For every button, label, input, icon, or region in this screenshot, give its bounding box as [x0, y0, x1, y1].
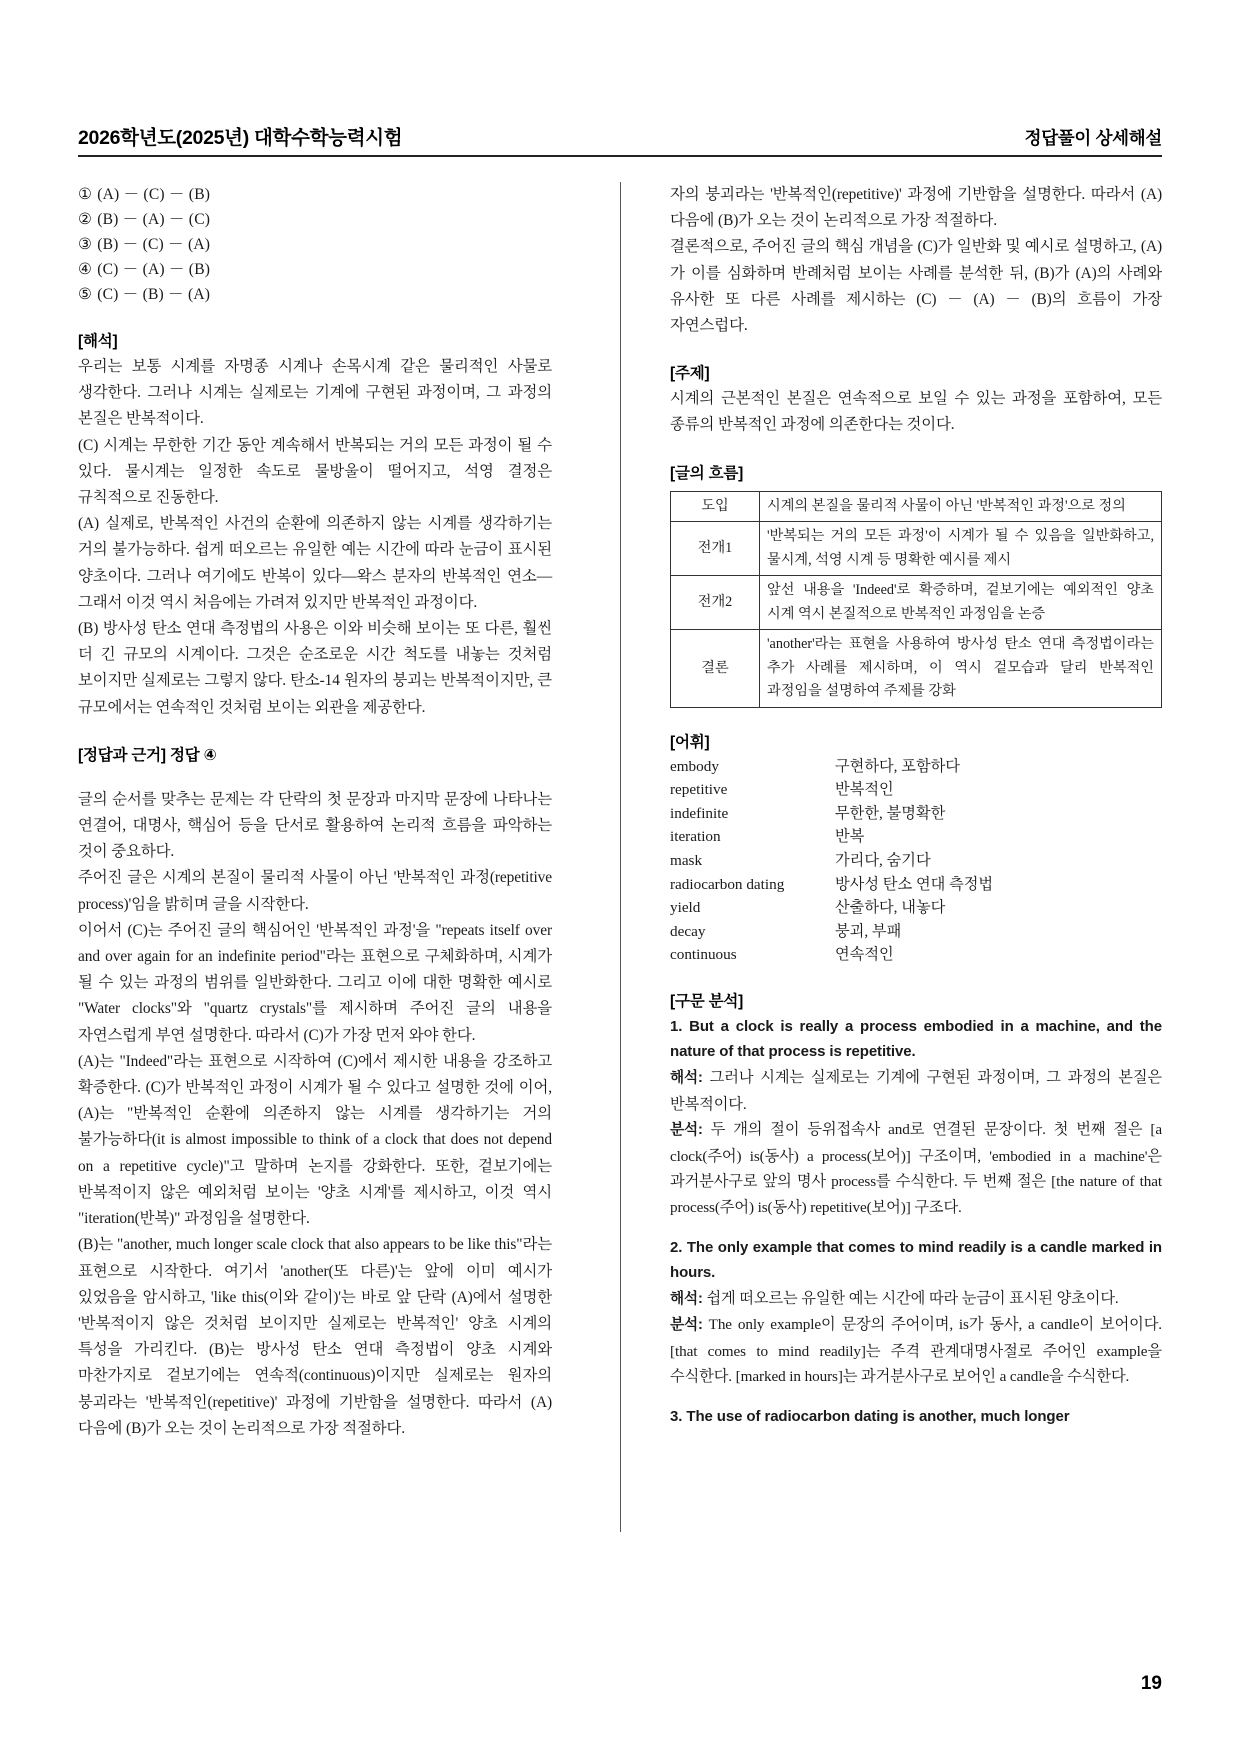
vocab-term: iteration: [670, 828, 721, 846]
vocab-term: repetitive: [670, 781, 728, 799]
choice-text: (B) － (A) － (C): [97, 211, 211, 228]
vocabulary-heading: [어휘]: [670, 733, 710, 751]
choice-number: ①: [78, 186, 93, 203]
vocab-meaning: 반복적인: [835, 781, 894, 799]
choice-1: [78, 182, 552, 207]
answer-paragraph: 이어서 (C)는 주어진 글의 핵심어인 '반복적인 과정'을 "repeats itself over and over again for an indefinite period"라는 표현으로 구체화하며, 시계가 될 수 있는 과정의 범위를 일반화한다. 그리고 이에 대한 명확한 예시로 "Water clocks"와 "quartz crystals"를 제시하며 주어진 글의 내용을 자연스럽게 부연 설명한다. 따라서 (C)가 가장 먼저 와야 한다.: [78, 921, 552, 1044]
syntax-item-3: [670, 1404, 1162, 1430]
flow-table: [670, 491, 1162, 708]
table-row: [671, 576, 1162, 630]
flow-description: 'another'라는 표현을 사용하여 방사성 탄소 연대 측정법이라는 추가 사례를 제시하며, 이 역시 겉모습과 달리 반복적인 과정임을 설명하여 주제를 강화: [760, 630, 1162, 708]
choice-4: [78, 257, 552, 282]
syntax-analysis-label: 분석:: [670, 1317, 703, 1334]
table-row: [671, 630, 1162, 708]
choice-text: (A) － (C) － (B): [97, 186, 211, 203]
choice-number: ③: [78, 236, 93, 253]
vocab-term: indefinite: [670, 804, 729, 822]
column-divider: [620, 182, 621, 1532]
left-column: [78, 182, 570, 1552]
choice-5: [78, 282, 552, 307]
vocab-meaning: 연속적인: [835, 946, 894, 964]
list-item: [670, 849, 1162, 873]
answer-heading: [정답과 근거] 정답 ④: [78, 746, 217, 764]
theme-heading: [주제]: [670, 365, 710, 383]
list-item: [670, 920, 1162, 944]
syntax-heading: [구문 분석]: [670, 992, 744, 1010]
syntax-sentence: 2. The only example that comes to mind readily is a candle marked in hours.: [670, 1238, 1162, 1282]
flow-stage: 전개2: [671, 576, 760, 630]
vocab-meaning: 무한한, 불명확한: [835, 804, 946, 822]
page-header: [78, 122, 1162, 150]
choice-3: [78, 232, 552, 257]
answer-paragraph: 결론적으로, 주어진 글의 핵심 개념을 (C)가 일반화 및 예시로 설명하고, (A)가 이를 심화하며 반례처럼 보이는 사례를 분석한 뒤, (B)가 (A)의 사례와 유사한 또 다른 사례를 제시하는 (C) － (A) － (B)의 흐름이 가장 자연스럽다.: [670, 238, 1162, 335]
syntax-interp-label: 해석:: [670, 1290, 703, 1307]
syntax-interpretation: [670, 1065, 1162, 1117]
header-divider: [78, 155, 1162, 157]
table-row: [671, 491, 1162, 522]
answer-paragraph: 글의 순서를 맞추는 문제는 각 단락의 첫 문장과 마지막 문장에 나타나는 연결어, 대명사, 핵심어 등을 단서로 활용하여 논리적 흐름을 파악하는 것이 중요하다.: [78, 790, 552, 861]
answer-choices: [78, 182, 552, 307]
answer-paragraph: (B)는 "another, much longer scale clock that also appears to be like this"라는 표현으로 시작한다. 여기서 'another(또 다른)'는 앞에 이미 예시가 있었음을 암시하고, 'like this(이와 같이)'는 바로 앞 단락 (A)에서 설명한 '반복적이지 않은 것처럼 보이지만 실제로는 반복적인' 양초 시계의 특성을 가리킨다. (B)는 방사성 탄소 연대 측정법이 양초 시계와 마찬가지로 겉보기에는 연속적(continuous)이지만 실제로는 원자의 붕괴라는 '반복적인(repetitive)' 과정에 기반함을 설명한다. 따라서 (A) 다음에 (B)가 오는 것이 논리적으로 가장 적절하다.: [78, 1236, 552, 1437]
flow-description: '반복되는 거의 모든 과정'이 시계가 될 수 있음을 일반화하고, 물시계, 석영 시계 등 명확한 예시를 제시: [760, 522, 1162, 576]
syntax-analysis: [670, 1117, 1162, 1220]
vocab-term: radiocarbon dating: [670, 875, 785, 893]
flow-stage: 결론: [671, 630, 760, 708]
choice-number: ④: [78, 261, 93, 278]
list-item: [670, 825, 1162, 849]
table-row: [671, 522, 1162, 576]
syntax-interp-text: 그러나 시계는 실제로는 기계에 구현된 과정이며, 그 과정의 본질은 반복적이다.: [670, 1068, 1162, 1113]
page-number: 19: [1140, 1673, 1162, 1694]
syntax-analysis: [670, 1312, 1162, 1390]
theme-text: 시계의 근본적인 본질은 연속적으로 보일 수 있는 과정을 포함하여, 모든 종류의 반복적인 과정에 의존한다는 것이다.: [670, 390, 1162, 434]
choice-2: [78, 207, 552, 232]
vocab-term: continuous: [670, 946, 737, 964]
choice-number: ⑤: [78, 286, 93, 303]
answer-paragraph: 주어진 글은 시계의 본질이 물리적 사물이 아닌 '반복적인 과정(repetitive process)'임을 밝히며 글을 시작한다.: [78, 869, 552, 913]
right-column: [670, 182, 1162, 1552]
syntax-sentence: 1. But a clock is really a process embodied in a machine, and the nature of that process is repetitive.: [670, 1017, 1162, 1061]
interpretation-heading: [해석]: [78, 333, 118, 350]
choice-number: ②: [78, 211, 93, 228]
interpretation-paragraph: (A) 실제로, 반복적인 사건의 순환에 의존하지 않는 시계를 생각하기는 거의 불가능하다. 쉽게 떠오르는 유일한 예는 시간에 따라 눈금이 표시된 양초이다. 그러나 여기에도 반복이 있다—왁스 분자의 반복적인 연소—그래서 이것 역시 처음에는 가려져 있지만 반복적인 과정이다.: [78, 515, 552, 611]
flow-description: 시계의 본질을 물리적 사물이 아닌 '반복적인 과정'으로 정의: [760, 491, 1162, 522]
list-item: [670, 943, 1162, 967]
answer-paragraph: (A)는 "Indeed"라는 표현으로 시작하여 (C)에서 제시한 내용을 강조하고 확증한다. (C)가 반복적인 과정이 시계가 될 수 있다고 설명한 것에 이어, (A)는 "반복적인 순환에 의존하지 않는 시계를 생각하기는 거의 불가능하다(it is almost impossible to think of a clock that does not depend on a repetitive cycle)"고 말하며 논지를 강화한다. 또한, 겉보기에는 반복적이지 않은 예외처럼 보이는 '양초 시계'를 제시하고, 이것 역시 "iteration(반복)" 과정임을 설명한다.: [78, 1052, 552, 1228]
choice-text: (C) － (A) － (B): [97, 261, 211, 278]
flow-stage: 도입: [671, 491, 760, 522]
list-item: [670, 755, 1162, 779]
syntax-interp-text: 쉽게 떠오르는 유일한 예는 시간에 따라 눈금이 표시된 양초이다.: [706, 1289, 1119, 1307]
two-column-body: [78, 182, 1162, 1552]
syntax-sentence: 3. The use of radiocarbon dating is another, much longer: [670, 1407, 1070, 1425]
interpretation-paragraph: 우리는 보통 시계를 자명종 시계나 손목시계 같은 물리적인 사물로 생각한다. 그러나 시계는 실제로는 기계에 구현된 과정이며, 그 과정의 본질은 반복적이다.: [78, 358, 552, 428]
syntax-interpretation: [670, 1286, 1162, 1313]
vocab-meaning: 산출하다, 내놓다: [835, 899, 946, 917]
vocabulary-list: [670, 755, 1162, 967]
syntax-analysis-text: 두 개의 절이 등위접속사 and로 연결된 문장이다. 첫 번째 절은 [a clock(주어) is(동사) a process(보어)] 구조이며, 'embodied in a machine'은 과거분사구로 앞의 명사 process를 수식한다. 두 번째 절은 [the nature of that process(주어) is(동사) repetitive(보어)] 구조다.: [670, 1121, 1163, 1216]
choice-text: (C) － (B) － (A): [97, 286, 211, 303]
vocab-meaning: 붕괴, 부패: [835, 922, 902, 940]
exam-title: 2026학년도(2025년) 대학수학능력시험: [78, 127, 403, 149]
column-gutter: [570, 182, 670, 1552]
interpretation-paragraph: (B) 방사성 탄소 연대 측정법의 사용은 이와 비슷해 보이는 또 다른, 훨씬 더 긴 규모의 시계이다. 그것은 순조로운 시간 척도를 내놓는 것처럼 보이지만 실제로는 그렇지 않다. 탄소-14 원자의 붕괴는 반복적이지만, 큰 규모에서는 연속적인 것처럼 보이는 외관을 제공한다.: [78, 620, 552, 716]
list-item: [670, 873, 1162, 897]
interpretation-paragraph: (C) 시계는 무한한 기간 동안 계속해서 반복되는 거의 모든 과정이 될 수 있다. 물시계는 일정한 속도로 물방울이 떨어지고, 석영 결정은 규칙적으로 진동한다.: [78, 436, 552, 507]
syntax-interp-label: 해석:: [670, 1069, 703, 1086]
syntax-item-1: [670, 1014, 1162, 1221]
vocab-term: mask: [670, 852, 703, 869]
answer-paragraph-continued: 자의 붕괴라는 '반복적인(repetitive)' 과정에 기반함을 설명한다. 따라서 (A) 다음에 (B)가 오는 것이 논리적으로 가장 적절하다.: [670, 186, 1162, 230]
flow-description: 앞선 내용을 'Indeed'로 확증하며, 겉보기에는 예외적인 양초 시계 역시 본질적으로 반복적인 과정임을 논증: [760, 576, 1162, 630]
vocab-term: decay: [670, 922, 706, 940]
syntax-analysis-label: 분석:: [670, 1122, 703, 1139]
flow-heading: [글의 흐름]: [670, 464, 744, 482]
syntax-analysis-text: The only example이 문장의 주어이며, is가 동사, a candle이 보어이다. [that comes to mind readily]는 주격 관계대명사절로 주어인 example을 수식한다. [marked in hours]는 과거분사구로 보어인 a candle을 수식한다.: [670, 1316, 1162, 1386]
vocab-meaning: 구현하다, 포함하다: [835, 757, 960, 775]
document-subtitle: 정답풀이 상세해설: [1024, 128, 1162, 148]
vocab-term: yield: [670, 899, 701, 917]
flow-stage: 전개1: [671, 522, 760, 576]
list-item: [670, 802, 1162, 826]
vocab-meaning: 방사성 탄소 연대 측정법: [835, 875, 994, 893]
syntax-item-2: [670, 1235, 1162, 1390]
list-item: [670, 896, 1162, 920]
list-item: [670, 778, 1162, 802]
choice-text: (B) － (C) － (A): [97, 236, 211, 253]
vocab-meaning: 가리다, 숨기다: [835, 852, 931, 869]
vocab-term: embody: [670, 757, 719, 775]
vocab-meaning: 반복: [835, 828, 865, 846]
